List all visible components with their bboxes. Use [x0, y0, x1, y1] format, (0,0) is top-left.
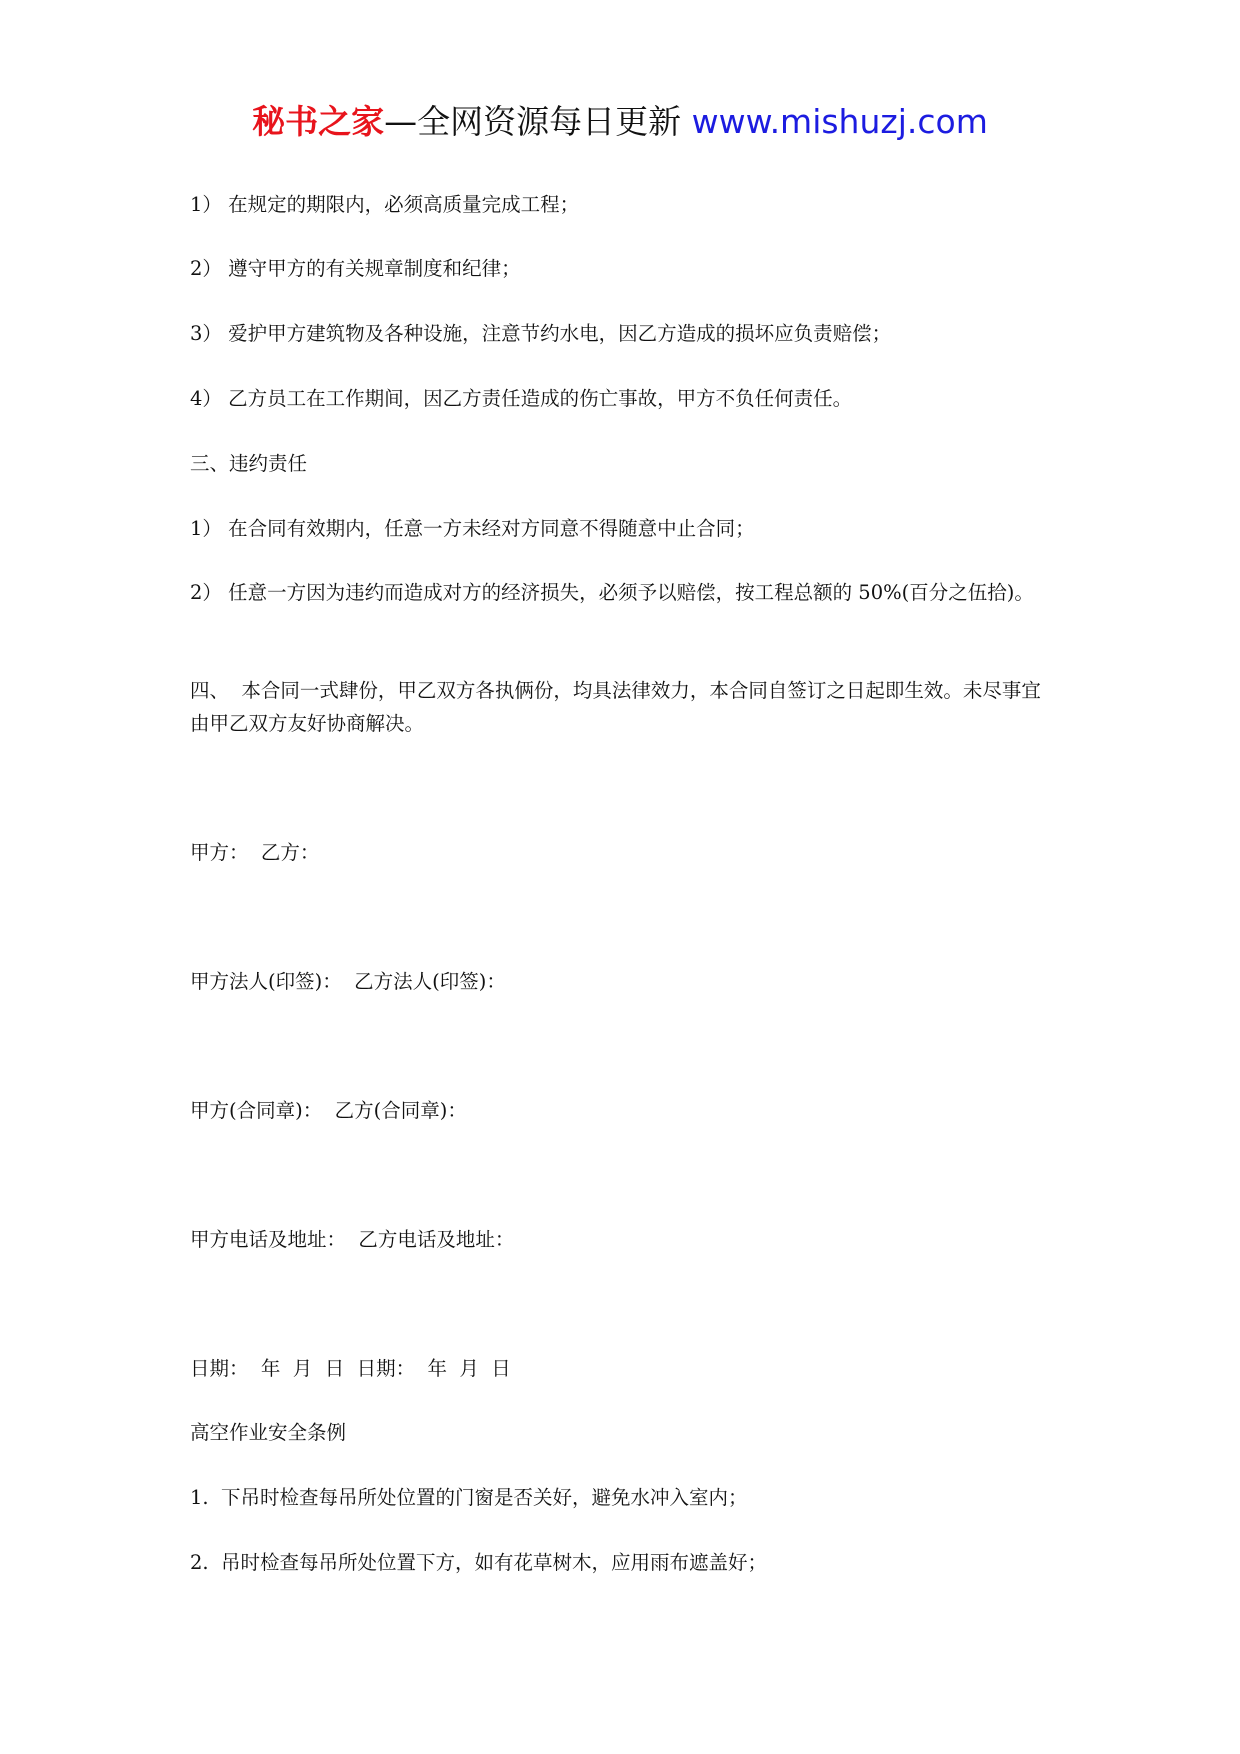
safety-title: 高空作业安全条例: [190, 1421, 347, 1444]
site-banner: [0, 100, 1240, 144]
section-4-clause: 四、 本合同一式肆份，甲乙双方各执俩份，均具法律效力，本合同自签订之日起即生效。未尽事宜由甲乙双方友好协商解决。: [190, 679, 1041, 735]
safety-rule-2: 2. 吊时检查每吊所处位置下方，如有花草树木，应用雨布遮盖好；: [190, 1551, 768, 1574]
signature-date: 日期： 年 月 日 日期： 年 月 日: [190, 1357, 511, 1380]
signature-seal: 甲方(合同章)： 乙方(合同章)：: [190, 1099, 467, 1122]
banner-url[interactable]: www.mishuzj.com: [691, 102, 988, 141]
signature-parties: 甲方： 乙方：: [190, 841, 320, 864]
safety-rule-1: 1. 下吊时检查每吊所处位置的门窗是否关好，避免水冲入室内；: [190, 1486, 748, 1509]
obligation-1: 1） 在规定的期限内，必须高质量完成工程；: [190, 193, 580, 216]
breach-clause-2: 2） 任意一方因为违约而造成对方的经济损失，必须予以赔偿，按工程总额的 50%(百分之伍拾)。: [190, 581, 1034, 604]
breach-clause-1: 1） 在合同有效期内，任意一方未经对方同意不得随意中止合同；: [190, 517, 755, 540]
signature-legal-rep: 甲方法人(印签)： 乙方法人(印签)：: [190, 970, 506, 993]
section-3-heading: 三、违约责任: [190, 452, 308, 475]
signature-contact: 甲方电话及地址： 乙方电话及地址：: [190, 1228, 515, 1251]
obligation-4: 4） 乙方员工在工作期间，因乙方责任造成的伤亡事故，甲方不负任何责任。: [190, 387, 853, 410]
obligation-3: 3） 爱护甲方建筑物及各种设施，注意节约水电，因乙方造成的损坏应负责赔偿；: [190, 322, 892, 345]
banner-tagline: —全网资源每日更新: [384, 102, 692, 141]
banner-brand: 秘书之家: [252, 102, 385, 141]
obligation-2: 2） 遵守甲方的有关规章制度和纪律；: [190, 257, 521, 280]
